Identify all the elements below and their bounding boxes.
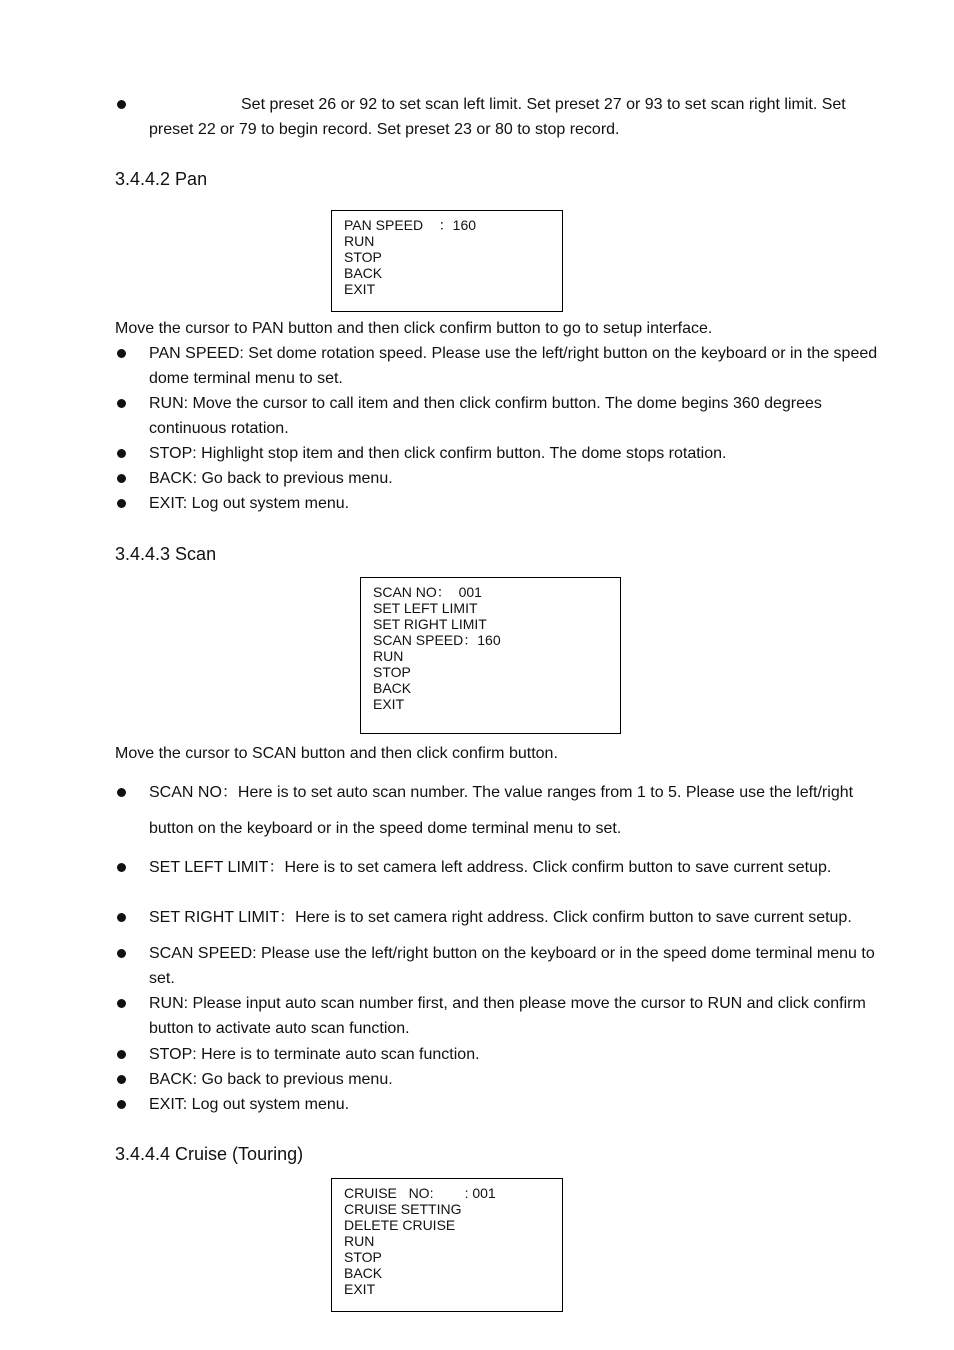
pan-bullet-text: continuous rotation. [149, 420, 289, 437]
scan-menu-box [360, 577, 621, 734]
cruise-menu-item: STOP [344, 1249, 382, 1265]
bullet-dot [117, 1100, 126, 1109]
scan-bullet-text: SET RIGHT LIMIT：Here is to set camera right address. Click confirm button to save current setup. [149, 909, 852, 926]
scan-bullet-text: button to activate auto scan function. [149, 1020, 410, 1037]
cruise-menu-item: DELETE CRUISE [344, 1217, 456, 1233]
pan-menu-item: STOP [344, 249, 382, 265]
scan-bullet-text: STOP: Here is to terminate auto scan function. [149, 1046, 480, 1063]
scan-menu-item: SCAN SPEED：160 [373, 632, 501, 648]
scan-menu-item: STOP [373, 664, 411, 680]
bullet-dot [117, 788, 126, 797]
section-heading-pan: 3.4.4.2 Pan [115, 169, 208, 189]
bullet-dot [117, 949, 126, 958]
scan-bullet-text: SCAN SPEED: Please use the left/right button on the keyboard or in the speed dome terminal menu to [149, 945, 875, 962]
bullet-dot [117, 1050, 126, 1059]
pan-menu-item: RUN [344, 233, 375, 249]
cruise-menu-item: BACK [344, 1265, 383, 1281]
scan-bullet-text: RUN: Please input auto scan number first, and then please move the cursor to RUN and click confirm [149, 995, 866, 1012]
pan-bullet-text: RUN: Move the cursor to call item and then click confirm button. The dome begins 360 degrees [149, 395, 822, 412]
pan-bullet-text: PAN SPEED: Set dome rotation speed. Please use the left/right button on the keyboard or in the speed [149, 345, 878, 362]
pan-bullet-text: STOP: Highlight stop item and then click confirm button. The dome stops rotation. [149, 445, 727, 462]
intro-line-1: Set preset 26 or 92 to set scan left limit. Set preset 27 or 93 to set scan right limit. Set [241, 96, 846, 113]
bullet-dot [117, 499, 126, 508]
cruise-menu-item: CRUISE SETTING [344, 1201, 462, 1217]
section-heading-cruise: 3.4.4.4 Cruise (Touring) [115, 1144, 304, 1164]
bullet-dot [117, 474, 126, 483]
bullet-dot [117, 913, 126, 922]
intro-line-2: preset 22 or 79 to begin record. Set preset 23 or 80 to stop record. [149, 121, 620, 138]
scan-bullet-text: SCAN NO：Here is to set auto scan number. The value ranges from 1 to 5. Please use the left/right [149, 784, 854, 801]
pan-bullet-text: dome terminal menu to set. [149, 370, 343, 387]
bullet-dot [117, 399, 126, 408]
pan-menu-item: BACK [344, 265, 383, 281]
cruise-menu-item: RUN [344, 1233, 375, 1249]
pan-menu-box [331, 210, 563, 312]
scan-menu-item: BACK [373, 680, 412, 696]
scan-menu-item: EXIT [373, 696, 405, 712]
scan-menu-item: SCAN NO： 001 [373, 584, 482, 600]
scan-bullet-text: set. [149, 970, 175, 987]
scan-menu-item: SET LEFT LIMIT [373, 600, 478, 616]
pan-bullet-text: BACK: Go back to previous menu. [149, 470, 393, 487]
scan-bullet-text: BACK: Go back to previous menu. [149, 1071, 393, 1088]
bullet-dot [117, 863, 126, 872]
scan-bullet-text: EXIT: Log out system menu. [149, 1096, 350, 1113]
bullet-dot [117, 100, 126, 109]
cruise-menu-box [331, 1178, 563, 1312]
pan-bullet-text: EXIT: Log out system menu. [149, 495, 350, 512]
scan-bullet-text: SET LEFT LIMIT：Here is to set camera left address. Click confirm button to save current setup. [149, 859, 832, 876]
scan-bullet-text: button on the keyboard or in the speed dome terminal menu to set. [149, 820, 622, 837]
bullet-dot [117, 349, 126, 358]
bullet-dot [117, 1075, 126, 1084]
section-heading-scan: 3.4.4.3 Scan [115, 544, 217, 564]
cruise-menu-item: CRUISE NO: : 001 [344, 1185, 496, 1201]
bullet-dot [117, 999, 126, 1008]
pan-menu-item: EXIT [344, 281, 376, 297]
scan-intro: Move the cursor to SCAN button and then click confirm button. [115, 745, 558, 762]
cruise-menu-item: EXIT [344, 1281, 376, 1297]
pan-intro: Move the cursor to PAN button and then click confirm button to go to setup interface. [115, 320, 713, 337]
scan-menu-item: RUN [373, 648, 404, 664]
scan-menu-item: SET RIGHT LIMIT [373, 616, 487, 632]
pan-menu-item: PAN SPEED ：160 [344, 217, 477, 233]
bullet-dot [117, 449, 126, 458]
